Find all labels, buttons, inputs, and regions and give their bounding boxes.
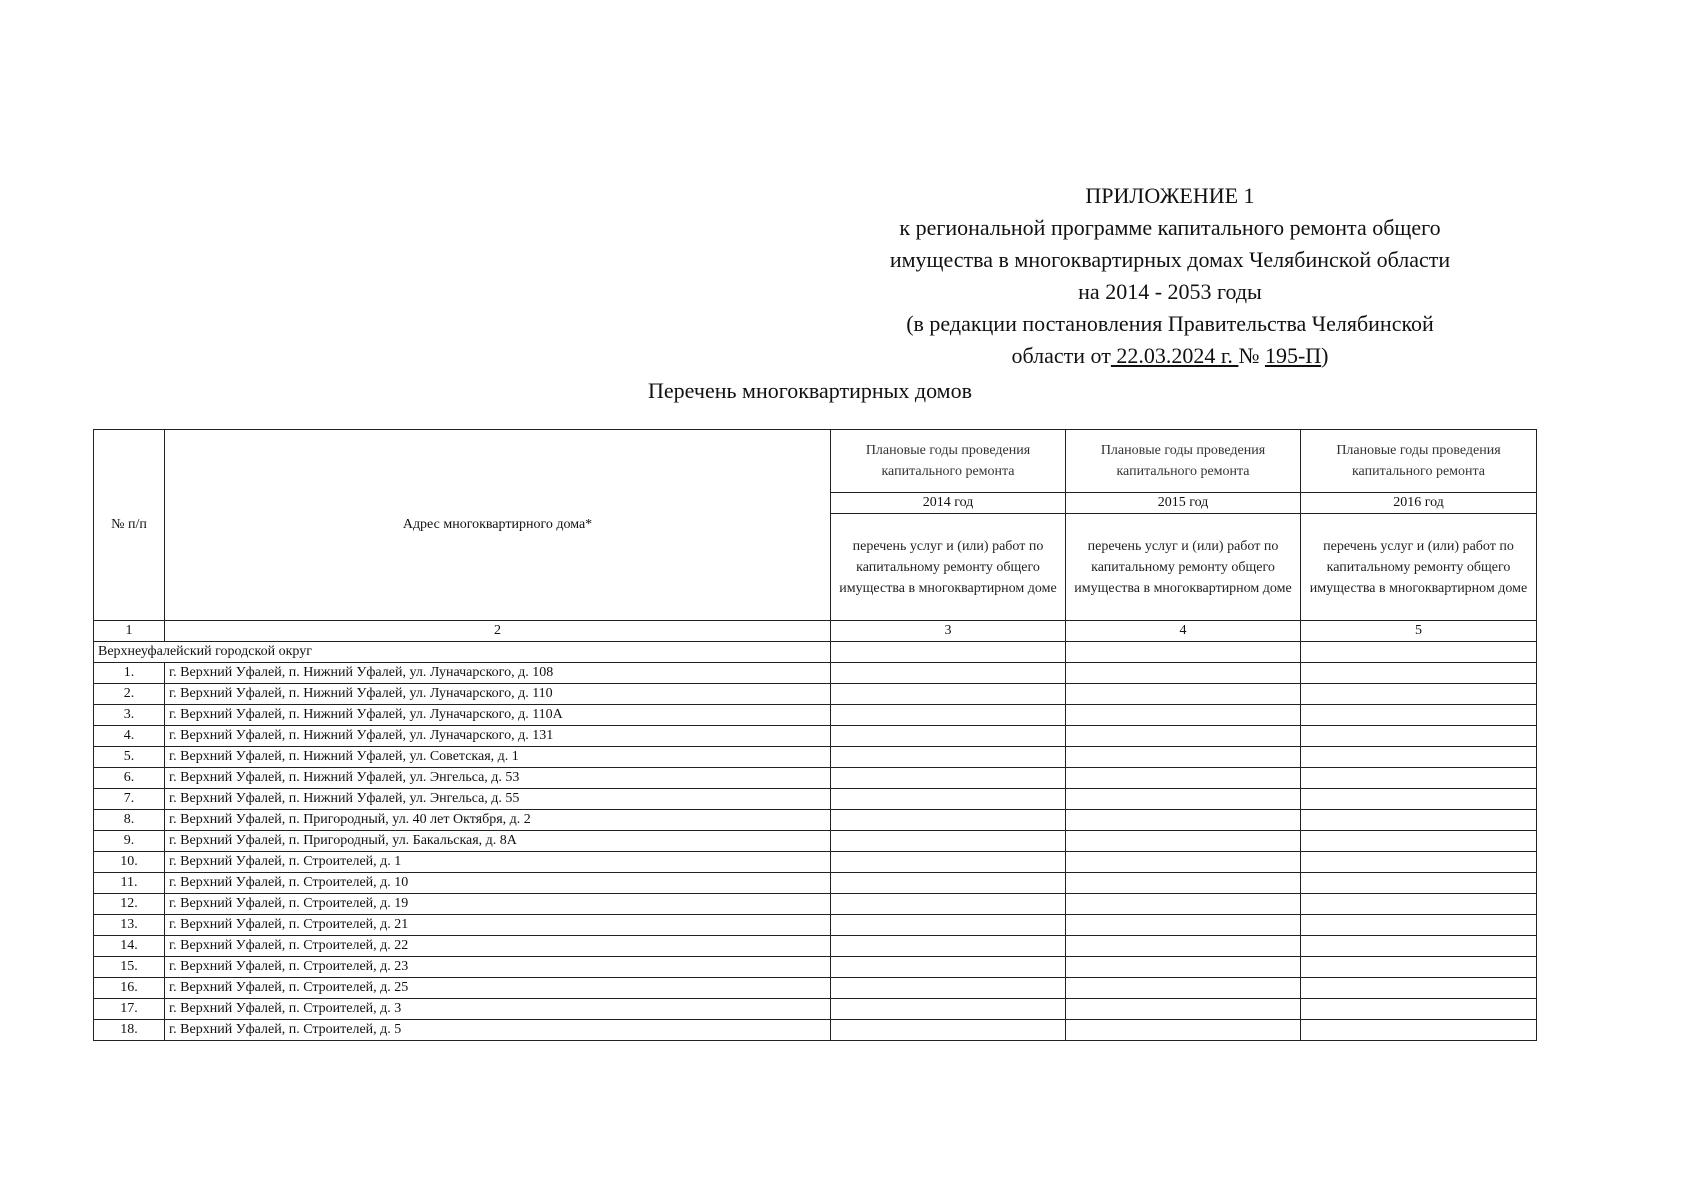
works-cell	[1301, 747, 1537, 768]
works-cell	[1066, 873, 1301, 894]
table-row	[94, 726, 1537, 747]
works-cell	[1066, 978, 1301, 999]
row-address: г. Верхний Уфалей, п. Строителей, д. 1	[165, 852, 831, 873]
works-cell	[1066, 684, 1301, 705]
works-cell	[1301, 978, 1537, 999]
works-cell	[1301, 873, 1537, 894]
works-cell	[831, 873, 1066, 894]
year-2016: 2016 год	[1301, 493, 1537, 514]
row-number: 9.	[94, 831, 165, 852]
appendix-line-2: к региональной программе капитального ремонта общего	[899, 215, 1441, 240]
works-cell	[1066, 894, 1301, 915]
table-row	[94, 936, 1537, 957]
row-address: г. Верхний Уфалей, п. Строителей, д. 10	[165, 873, 831, 894]
works-cell	[831, 747, 1066, 768]
row-number: 17.	[94, 999, 165, 1020]
table-row	[94, 684, 1537, 705]
works-cell	[1066, 852, 1301, 873]
row-address: г. Верхний Уфалей, п. Строителей, д. 25	[165, 978, 831, 999]
row-number: 15.	[94, 957, 165, 978]
year-2014: 2014 год	[831, 493, 1066, 514]
works-cell	[1066, 663, 1301, 684]
row-number: 6.	[94, 768, 165, 789]
resolution-number-sign: №	[1238, 343, 1260, 368]
table-row	[94, 957, 1537, 978]
row-address: г. Верхний Уфалей, п. Пригородный, ул. Бакальская, д. 8А	[165, 831, 831, 852]
works-cell	[831, 936, 1066, 957]
table-row	[94, 852, 1537, 873]
works-cell	[1301, 810, 1537, 831]
works-header-2015: перечень услуг и (или) работ по капитальному ремонту общего имущества в многоквартирном доме	[1066, 514, 1301, 621]
table-row	[94, 873, 1537, 894]
works-cell	[1066, 747, 1301, 768]
table-row	[94, 810, 1537, 831]
works-cell	[831, 957, 1066, 978]
works-cell	[1301, 936, 1537, 957]
column-number: 2	[165, 621, 831, 642]
works-cell	[831, 894, 1066, 915]
works-cell	[1301, 831, 1537, 852]
empty-cell	[831, 642, 1066, 663]
row-address: г. Верхний Уфалей, п. Строителей, д. 22	[165, 936, 831, 957]
works-cell	[831, 852, 1066, 873]
table-row	[94, 705, 1537, 726]
row-address: г. Верхний Уфалей, п. Нижний Уфалей, ул. Луначарского, д. 110А	[165, 705, 831, 726]
row-number: 14.	[94, 936, 165, 957]
empty-cell	[1066, 642, 1301, 663]
table-row	[94, 1020, 1537, 1041]
works-cell	[831, 915, 1066, 936]
table-row	[94, 894, 1537, 915]
group-label: Верхнеуфалейский городской округ	[94, 642, 831, 663]
table-row	[94, 915, 1537, 936]
column-number: 1	[94, 621, 165, 642]
works-cell	[1301, 894, 1537, 915]
appendix-line-6	[850, 340, 1490, 372]
resolution-number: 195-П	[1264, 343, 1322, 368]
works-header-2016: перечень услуг и (или) работ по капитальному ремонту общего имущества в многоквартирном доме	[1301, 514, 1537, 621]
appendix-line-6-prefix: области от	[1011, 343, 1111, 368]
works-cell	[831, 663, 1066, 684]
table-row	[94, 999, 1537, 1020]
works-header-2014: перечень услуг и (или) работ по капитальному ремонту общего имущества в многоквартирном доме	[831, 514, 1066, 621]
works-cell	[1301, 957, 1537, 978]
row-number: 8.	[94, 810, 165, 831]
houses-table	[93, 429, 1537, 1041]
works-cell	[1066, 726, 1301, 747]
table-row	[94, 747, 1537, 768]
table-row	[94, 831, 1537, 852]
list-title: Перечень многоквартирных домов	[648, 378, 972, 403]
works-cell	[1301, 915, 1537, 936]
works-cell	[831, 999, 1066, 1020]
works-cell	[1066, 831, 1301, 852]
row-number: 3.	[94, 705, 165, 726]
column-number: 5	[1301, 621, 1537, 642]
row-address: г. Верхний Уфалей, п. Строителей, д. 5	[165, 1020, 831, 1041]
row-number: 18.	[94, 1020, 165, 1041]
works-cell	[1066, 768, 1301, 789]
works-cell	[1066, 1020, 1301, 1041]
works-cell	[1066, 915, 1301, 936]
plan-header-2016: Плановые годы проведения капитального ремонта	[1301, 430, 1537, 493]
works-cell	[1301, 684, 1537, 705]
works-cell	[1301, 999, 1537, 1020]
table-row	[94, 978, 1537, 999]
works-cell	[1066, 810, 1301, 831]
plan-header-2014: Плановые годы проведения капитального ремонта	[831, 430, 1066, 493]
works-cell	[1066, 957, 1301, 978]
resolution-date: 22.03.2024 г.	[1110, 343, 1239, 368]
row-address: г. Верхний Уфалей, п. Строителей, д. 19	[165, 894, 831, 915]
works-cell	[1066, 936, 1301, 957]
row-address: г. Верхний Уфалей, п. Пригородный, ул. 40 лет Октября, д. 2	[165, 810, 831, 831]
works-cell	[831, 1020, 1066, 1041]
row-address: г. Верхний Уфалей, п. Нижний Уфалей, ул. Энгельса, д. 53	[165, 768, 831, 789]
row-number: 10.	[94, 852, 165, 873]
year-2015: 2015 год	[1066, 493, 1301, 514]
row-number: 11.	[94, 873, 165, 894]
works-cell	[831, 810, 1066, 831]
row-number: 12.	[94, 894, 165, 915]
col-address-header: Адрес многоквартирного дома*	[165, 430, 831, 621]
works-cell	[1066, 999, 1301, 1020]
table-row	[94, 789, 1537, 810]
row-number: 1.	[94, 663, 165, 684]
row-number: 16.	[94, 978, 165, 999]
table-row	[94, 663, 1537, 684]
works-cell	[1301, 852, 1537, 873]
row-address: г. Верхний Уфалей, п. Строителей, д. 21	[165, 915, 831, 936]
works-cell	[831, 684, 1066, 705]
works-cell	[1301, 726, 1537, 747]
column-numbers-row	[94, 621, 1537, 642]
works-cell	[831, 789, 1066, 810]
appendix-line-6-suffix: )	[1321, 343, 1329, 368]
works-cell	[1066, 789, 1301, 810]
row-address: г. Верхний Уфалей, п. Нижний Уфалей, ул. Советская, д. 1	[165, 747, 831, 768]
plan-header-2015: Плановые годы проведения капитального ремонта	[1066, 430, 1301, 493]
row-number: 4.	[94, 726, 165, 747]
col-num-header: № п/п	[94, 430, 165, 621]
works-cell	[831, 726, 1066, 747]
row-number: 5.	[94, 747, 165, 768]
table-row	[94, 768, 1537, 789]
appendix-line-5: (в редакции постановления Правительства Челябинской	[906, 311, 1434, 336]
works-cell	[1301, 663, 1537, 684]
works-cell	[1301, 1020, 1537, 1041]
works-cell	[831, 705, 1066, 726]
works-cell	[831, 831, 1066, 852]
group-row	[94, 642, 1537, 663]
works-cell	[1066, 705, 1301, 726]
row-address: г. Верхний Уфалей, п. Нижний Уфалей, ул. Луначарского, д. 110	[165, 684, 831, 705]
row-number: 13.	[94, 915, 165, 936]
row-address: г. Верхний Уфалей, п. Строителей, д. 23	[165, 957, 831, 978]
works-cell	[1301, 768, 1537, 789]
appendix-title: ПРИЛОЖЕНИЕ 1	[1085, 183, 1255, 208]
works-cell	[831, 978, 1066, 999]
row-number: 7.	[94, 789, 165, 810]
row-address: г. Верхний Уфалей, п. Нижний Уфалей, ул. Энгельса, д. 55	[165, 789, 831, 810]
works-cell	[1301, 705, 1537, 726]
works-cell	[831, 768, 1066, 789]
works-cell	[1301, 789, 1537, 810]
empty-cell	[1301, 642, 1537, 663]
appendix-header	[850, 180, 1490, 372]
row-number: 2.	[94, 684, 165, 705]
appendix-line-3: имущества в многоквартирных домах Челябинской области	[889, 247, 1451, 272]
column-number: 4	[1066, 621, 1301, 642]
row-address: г. Верхний Уфалей, п. Нижний Уфалей, ул. Луначарского, д. 108	[165, 663, 831, 684]
row-address: г. Верхний Уфалей, п. Строителей, д. 3	[165, 999, 831, 1020]
row-address: г. Верхний Уфалей, п. Нижний Уфалей, ул. Луначарского, д. 131	[165, 726, 831, 747]
appendix-line-4: на 2014 - 2053 годы	[1078, 279, 1262, 304]
column-number: 3	[831, 621, 1066, 642]
